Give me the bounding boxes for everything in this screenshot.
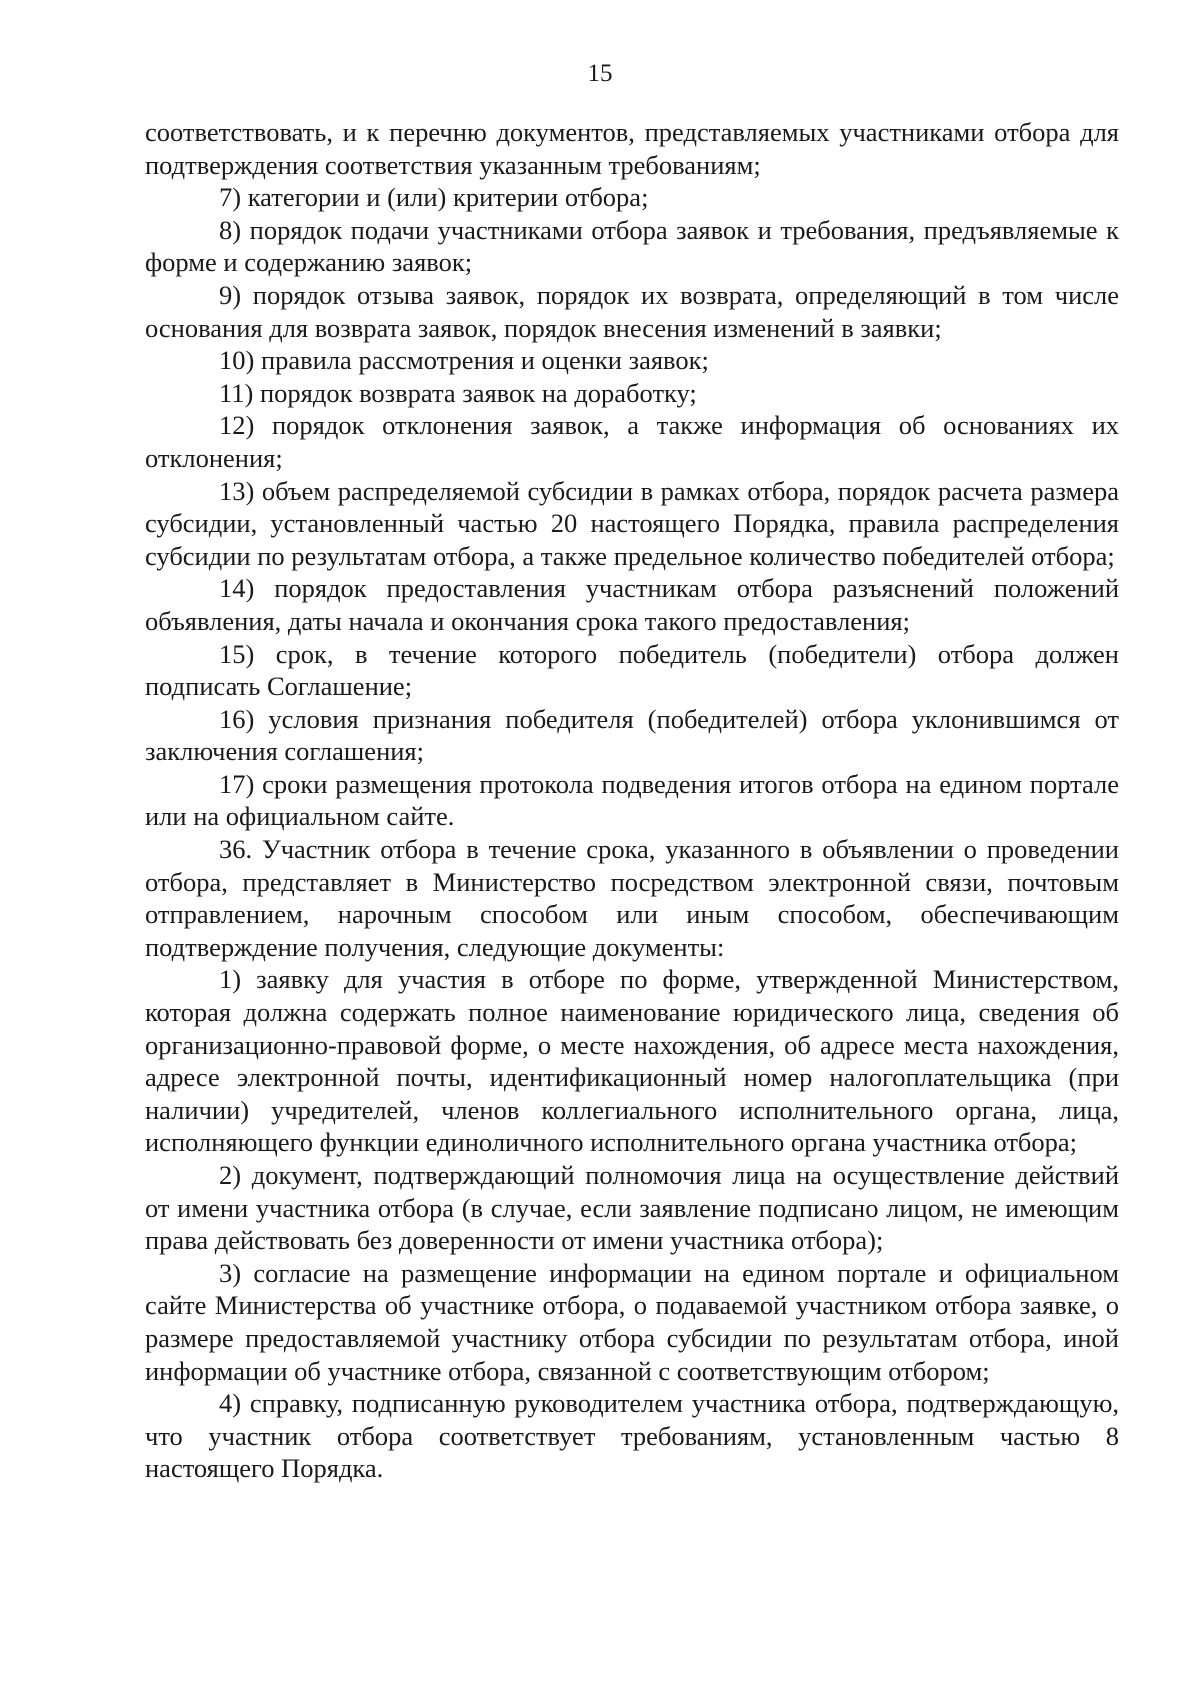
list-item-12: 12) порядок отклонения заявок, а также информация об основаниях их отклонения; [145, 410, 1119, 473]
list-item-15: 15) срок, в течение которого победитель (победители) отбора должен подписать Соглашение; [145, 638, 1119, 702]
document-item-2: 2) документ, подтверждающий полномочия лица на осуществление действий от имени участника отбора (в случае, если заявление подписано лицом, не имеющим права действовать без доверенности от имени участника отбора); [145, 1160, 1119, 1256]
list-item-10: 10) правила рассмотрения и оценки заявок; [219, 345, 709, 376]
list-item-8: 8) порядок подачи участниками отбора заявок и требования, предъявляемые к форме и содержанию заявок; [145, 214, 1119, 278]
paragraph-continuation: соответствовать, и к перечню документов, представляемых участниками отбора для подтверждения соответствия указанным требованиям; [145, 117, 1119, 180]
page-number: 15 [587, 60, 613, 87]
document-item-4: 4) справку, подписанную руководителем участника отбора, подтверждающую, что участник отбора соответствует требованиям, установленным частью 8 настоящего Порядка. [145, 1388, 1119, 1484]
list-item-13: 13) объем распределяемой субсидии в рамках отбора, порядок расчета размера субсидии, установленный частью 20 настоящего Порядка, правила распределения субсидии по результатам отбора, а также предельное количество победителей отбора; [145, 475, 1119, 571]
document-item-1: 1) заявку для участия в отборе по форме, утвержденной Министерством, которая должна содержать полное наименование юридического лица, сведения об организационно-правовой форме, о месте нахождения, об адресе места нахождения, адресе электронной почты, идентификационный номер налогоплательщика (при наличии) учредителей, членов коллегиального исполнительного органа, лица, исполняющего функции единоличного исполнительного органа участника отбора; [145, 964, 1119, 1158]
list-item-11: 11) порядок возврата заявок на доработку; [219, 377, 697, 408]
document-body [145, 116, 1119, 1485]
list-item-16: 16) условия признания победителя (победителей) отбора уклонившимся от заключения соглашения; [145, 703, 1119, 767]
section-36: 36. Участник отбора в течение срока, указанного в объявлении о проведении отбора, представляет в Министерство посредством электронной связи, почтовым отправлением, нарочным способом или иным способом, обеспечивающим подтверждение получения, следующие документы: [145, 834, 1119, 962]
list-item-17: 17) сроки размещения протокола подведения итогов отбора на едином портале или на официальном сайте. [145, 768, 1119, 832]
document-item-3: 3) согласие на размещение информации на едином портале и официальном сайте Министерства об участнике отбора, о подаваемой участником отбора заявке, о размере предоставляемой участнику отбора субсидии по результатам отбора, иной информации об участнике отбора, связанной с соответствующим отбором; [145, 1257, 1119, 1386]
list-item-9: 9) порядок отзыва заявок, порядок их возврата, определяющий в том числе основания для возврата заявок, порядок внесения изменений в заявки; [145, 279, 1119, 343]
list-item-14: 14) порядок предоставления участникам отбора разъяснений положений объявления, даты начала и окончания срока такого предоставления; [145, 573, 1119, 636]
list-item-7: 7) категории и (или) критерии отбора; [219, 182, 649, 213]
